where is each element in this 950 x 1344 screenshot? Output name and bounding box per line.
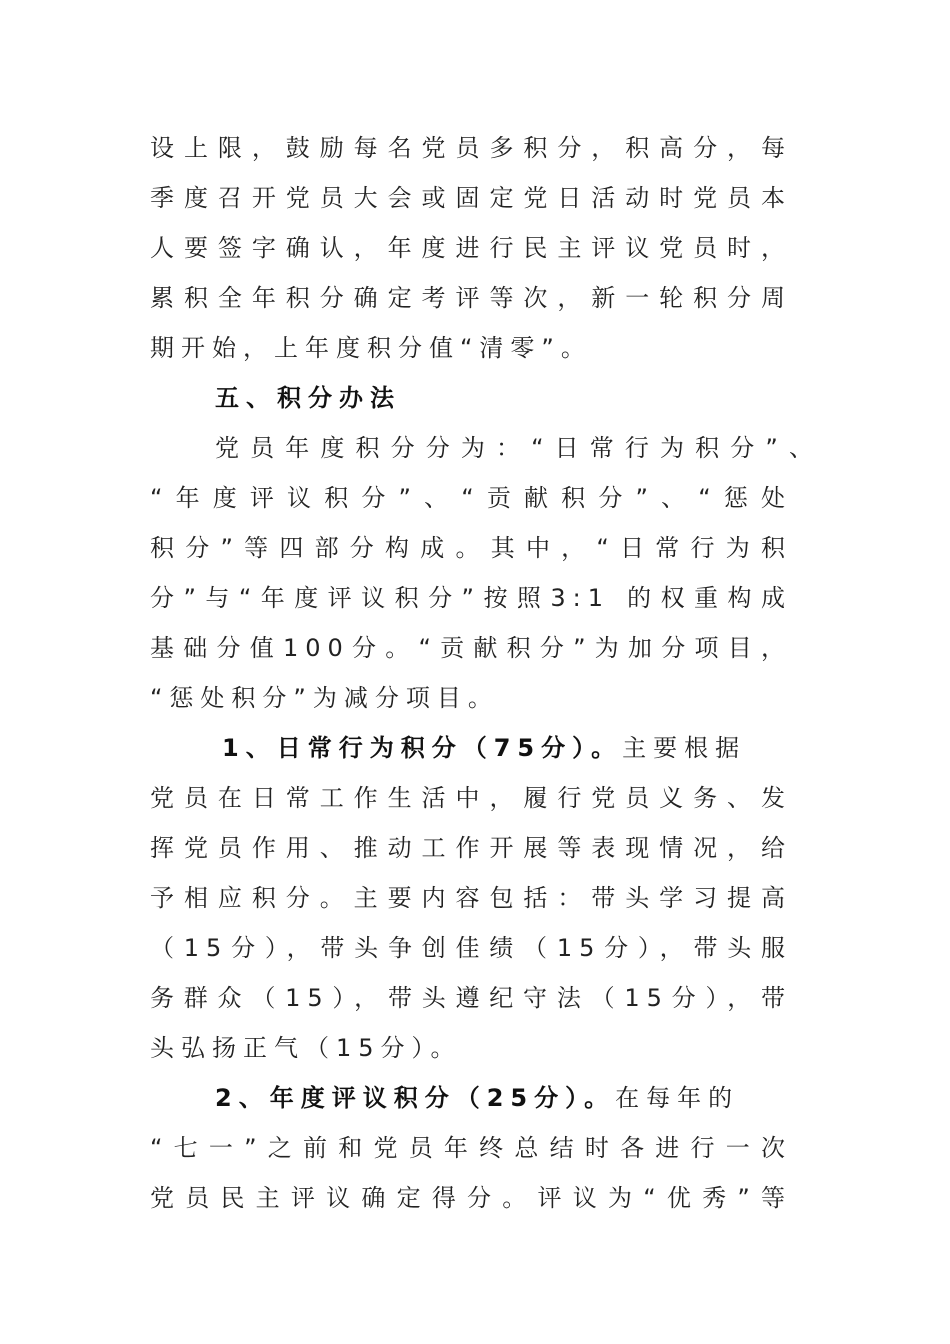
- paragraph-line: 予相应积分。主要内容包括：带头学习提高: [150, 884, 792, 912]
- paragraph-line: 党员年度积分分为：“日常行为积分”、: [215, 434, 820, 462]
- item-2-heading: 2、年度评议积分（25分）。: [215, 1084, 616, 1112]
- item-1-heading: 1、日常行为积分（75分）。: [222, 734, 623, 762]
- paragraph-line: 分”与“年度评议积分”按照3:1 的权重构成: [150, 584, 792, 612]
- paragraph-line: “七一”之前和党员年终总结时各进行一次: [150, 1134, 792, 1162]
- paragraph-line: “惩处积分”为减分项目。: [150, 684, 499, 712]
- item-2-text: 在每年的: [615, 1084, 740, 1112]
- item-1-text: 主要根据: [622, 734, 747, 762]
- paragraph-line: （15分），带头争创佳绩（15分），带头服: [150, 934, 792, 962]
- paragraph-line: 设上限，鼓励每名党员多积分，积高分，每: [150, 134, 792, 162]
- paragraph-line: 党员在日常工作生活中，履行党员义务、发: [150, 784, 792, 812]
- paragraph-line: 务群众（15），带头遵纪守法（15分），带: [150, 984, 792, 1012]
- paragraph-line: 累积全年积分确定考评等次，新一轮积分周: [150, 284, 792, 312]
- paragraph-line: 人要签字确认，年度进行民主评议党员时，: [150, 234, 792, 262]
- item-1-first-line: [222, 728, 792, 768]
- paragraph-line: 挥党员作用、推动工作开展等表现情况，给: [150, 834, 792, 862]
- paragraph-line: 基础分值100分。“贡献积分”为加分项目，: [150, 634, 792, 662]
- paragraph-line: 头弘扬正气（15分）。: [150, 1034, 462, 1062]
- paragraph-line: 积分”等四部分构成。其中，“日常行为积: [150, 534, 792, 562]
- paragraph-line: “年度评议积分”、“贡献积分”、“惩处: [150, 484, 792, 512]
- paragraph-line: 党员民主评议确定得分。评议为“优秀”等: [150, 1184, 792, 1212]
- section-heading: 五、积分办法: [215, 384, 401, 412]
- paragraph-line: 期开始，上年度积分值“清零”。: [150, 334, 592, 362]
- item-2-first-line: [215, 1078, 792, 1118]
- paragraph-line: 季度召开党员大会或固定党日活动时党员本: [150, 184, 792, 212]
